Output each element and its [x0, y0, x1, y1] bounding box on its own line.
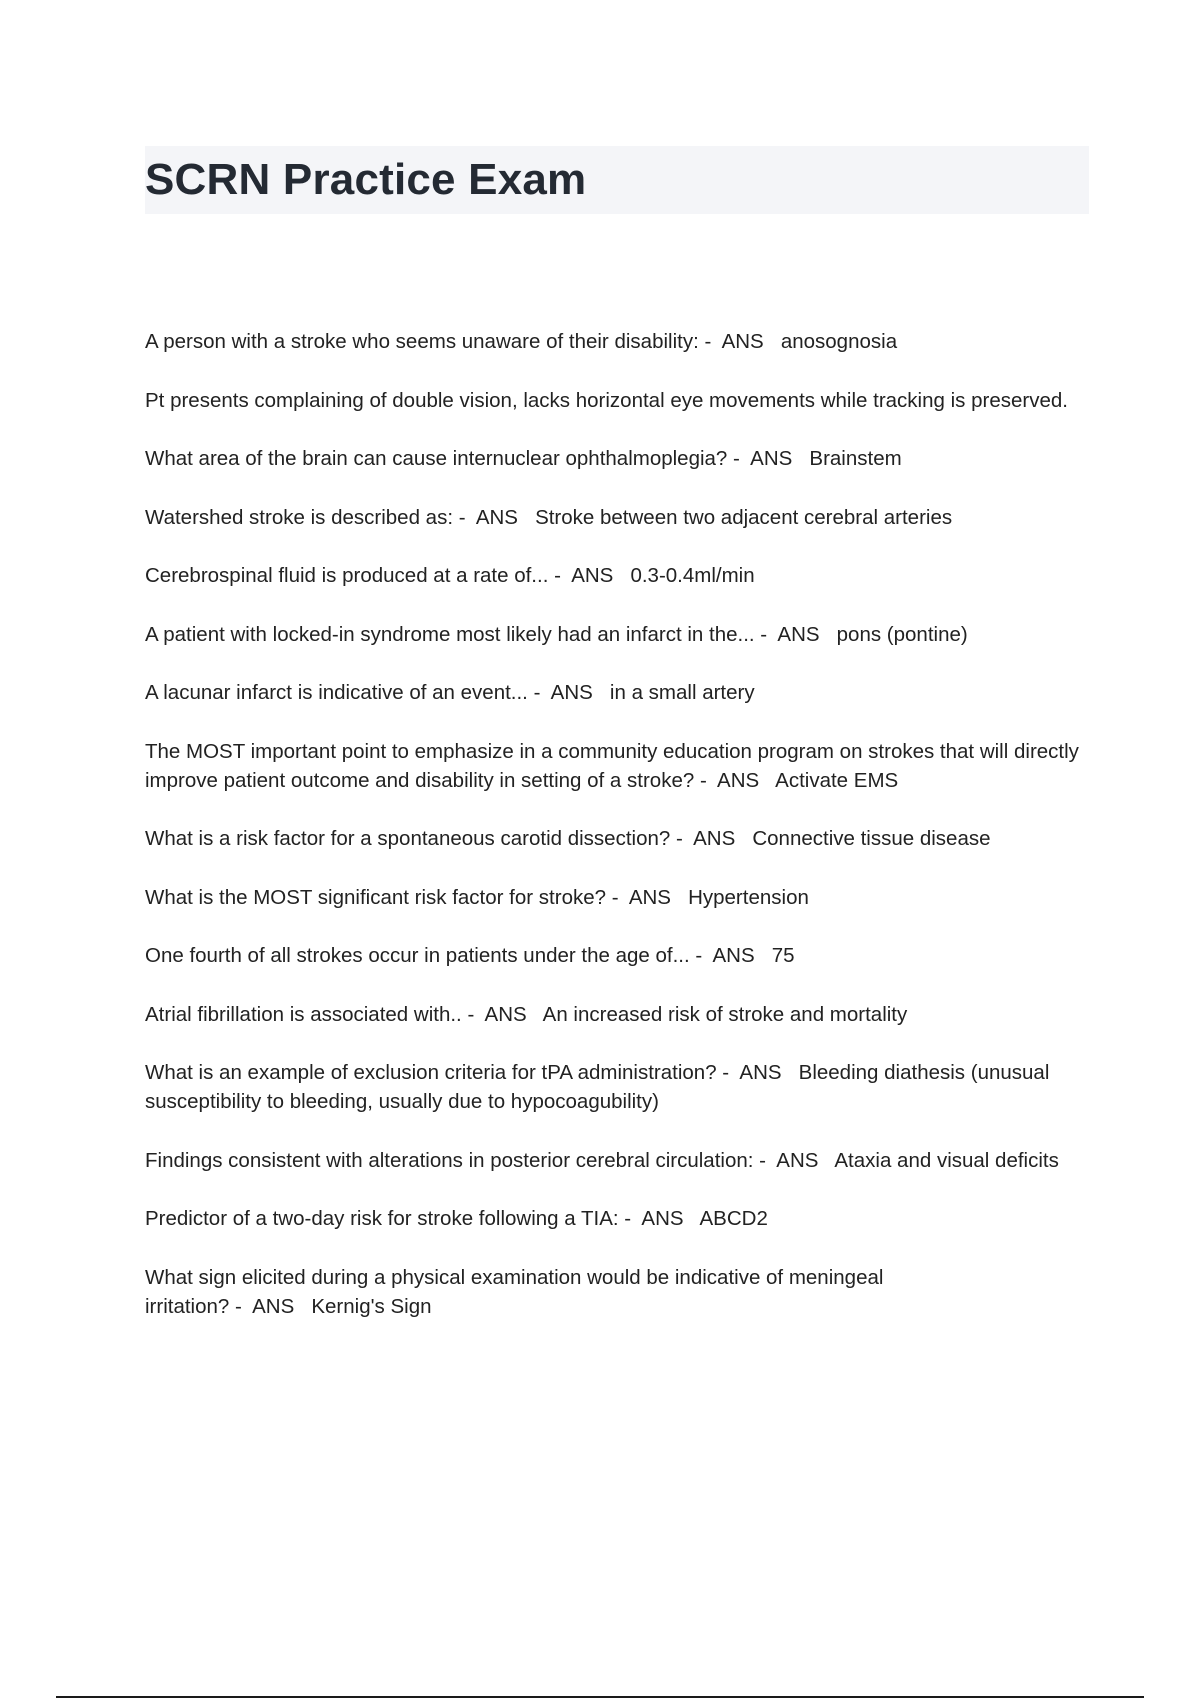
question-text: Predictor of a two-day risk for stroke following a TIA: [145, 1207, 619, 1230]
question-text: Findings consistent with alterations in posterior cerebral circulation: [145, 1148, 754, 1172]
answer-text: in a small artery [609, 681, 755, 704]
answer-text: Brainstem [809, 447, 902, 470]
answer-text: Connective tissue disease [752, 827, 991, 850]
qa-item-9 [145, 824, 1085, 853]
ans-label: ANS [721, 330, 781, 353]
answer-separator: - [754, 622, 778, 646]
ans-label: ANS [550, 681, 610, 704]
qa-item-13 [145, 1058, 1085, 1116]
answer-text: 75 [771, 944, 795, 967]
answer-text: An increased risk of stroke and mortality [542, 1002, 908, 1026]
qa-item-11 [145, 941, 1085, 970]
qa-item-16 [145, 1263, 1085, 1321]
ans-label: ANS [571, 564, 631, 587]
ans-label: ANS [641, 1207, 700, 1230]
answer-separator: - [618, 1207, 642, 1230]
ans-label: ANS [628, 885, 689, 909]
page-title: SCRN Practice Exam [145, 155, 587, 204]
answer-text: Ataxia and visual deficits [834, 1148, 1059, 1172]
answer-separator: - [229, 1294, 253, 1318]
answer-text: Bleeding diathesis (unusual susceptibility to bleeding, usually due to hypocoagubility) [145, 1061, 1056, 1113]
qa-item-7 [145, 678, 1085, 707]
ans-label: ANS [717, 768, 776, 792]
answer-text: Stroke between two adjacent cerebral arteries [535, 505, 953, 529]
qa-item-1 [145, 327, 1085, 356]
answer-text: Activate EMS [775, 768, 899, 792]
answer-separator: - [548, 564, 572, 587]
qa-item-2 [145, 386, 1085, 415]
answer-separator: - [694, 768, 718, 792]
question-text: What is the MOST significant risk factor for stroke? [145, 885, 607, 909]
ans-label: ANS [750, 447, 810, 470]
answer-text: ABCD2 [699, 1207, 768, 1230]
qa-item-6 [145, 620, 1085, 649]
question-text: The MOST important point to emphasize in a community education program on strokes that will directly improve patient outcome and disability in setting of a stroke? [145, 739, 1085, 792]
qa-item-10 [145, 883, 1085, 912]
question-text: A lacunar infarct is indicative of an event... [145, 681, 528, 704]
question-text: What is an example of exclusion criteria for tPA administration? [145, 1061, 717, 1084]
question-text: What sign elicited during a physical examination would be indicative of meningeal irritation? [145, 1265, 890, 1318]
qa-item-3 [145, 444, 1085, 473]
answer-separator: - [716, 1061, 740, 1084]
answer-separator: - [727, 447, 751, 470]
ans-label: ANS [484, 1002, 543, 1026]
answer-separator: - [527, 681, 551, 704]
ans-label: ANS [739, 1061, 799, 1084]
qa-item-4 [145, 503, 1085, 532]
answer-separator: - [698, 330, 722, 353]
footer-rule [56, 1696, 1144, 1698]
question-text: Cerebrospinal fluid is produced at a rate of... [145, 564, 549, 587]
ans-label: ANS [252, 1294, 312, 1318]
answer-text: 0.3-0.4ml/min [630, 564, 755, 587]
qa-item-12 [145, 1000, 1085, 1029]
ans-label: ANS [777, 622, 837, 646]
question-text: What area of the brain can cause internuclear ophthalmoplegia? [145, 447, 728, 470]
answer-separator: - [606, 885, 629, 909]
ans-label: ANS [712, 944, 772, 967]
qa-item-15 [145, 1204, 1085, 1233]
qa-item-14 [145, 1146, 1085, 1175]
question-text: Watershed stroke is described as: [145, 505, 454, 529]
question-text: A person with a stroke who seems unaware of their disability: [145, 330, 699, 353]
answer-separator: - [753, 1148, 777, 1172]
question-text: Pt presents complaining of double vision, lacks horizontal eye movements while tracking is preserved. [145, 388, 1068, 412]
ans-label: ANS [475, 505, 536, 529]
question-text: A patient with locked-in syndrome most likely had an infarct in the... [145, 622, 755, 646]
answer-text: pons (pontine) [836, 622, 968, 646]
answer-text: Hypertension [688, 885, 809, 909]
question-text: Atrial fibrillation is associated with.. [145, 1002, 462, 1026]
answer-text: anosognosia [780, 330, 898, 353]
answer-separator: - [670, 827, 694, 850]
question-text: What is a risk factor for a spontaneous carotid dissection? [145, 827, 671, 850]
answer-separator: - [461, 1002, 485, 1026]
qa-list [145, 327, 1085, 1350]
qa-item-8 [145, 737, 1085, 795]
qa-item-5 [145, 561, 1085, 590]
question-text: One fourth of all strokes occur in patients under the age of... [145, 944, 690, 967]
answer-separator: - [689, 944, 713, 967]
answer-separator: - [453, 505, 476, 529]
answer-text: Kernig's Sign [311, 1294, 432, 1318]
ans-label: ANS [693, 827, 753, 850]
ans-label: ANS [776, 1148, 835, 1172]
